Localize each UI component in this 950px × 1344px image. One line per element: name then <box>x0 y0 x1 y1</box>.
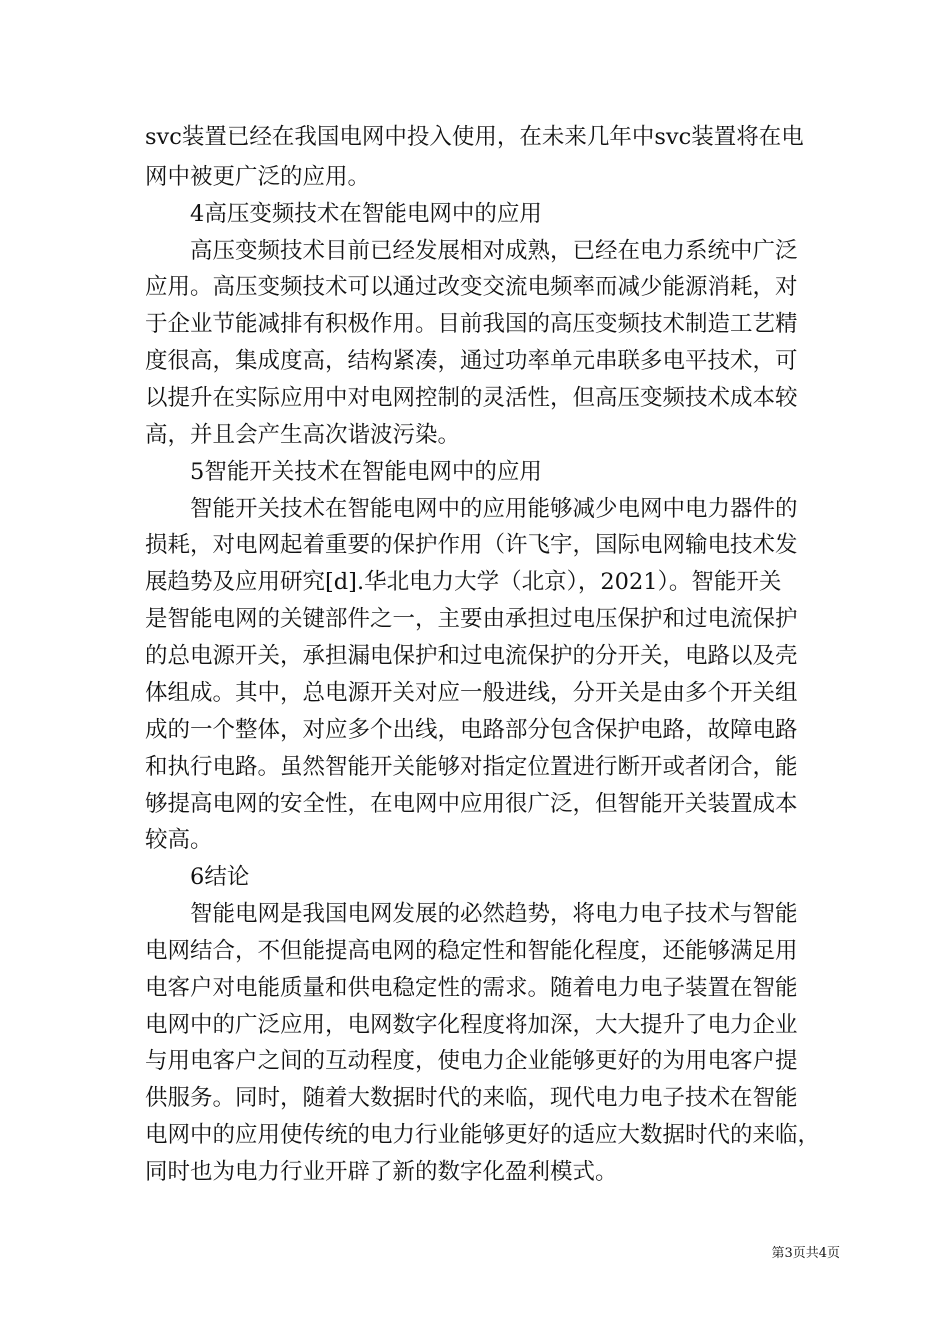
text-line: 高压变频技术目前已经发展相对成熟，已经在电力系统中广泛 <box>145 238 798 264</box>
text-line: 损耗，对电网起着重要的保护作用（许飞宇，国际电网输电技术发 <box>145 532 798 558</box>
text-line: 智能开关技术在智能电网中的应用能够减少电网中电力器件的 <box>145 496 798 522</box>
text-line: svc装置已经在我国电网中投入使用，在未来几年中svc装置将在电 <box>145 124 804 150</box>
text-line: 成的一个整体，对应多个出线，电路部分包含保护电路，故障电路 <box>145 717 798 743</box>
text-line: 电网中的应用使传统的电力行业能够更好的适应大数据时代的来临， <box>145 1122 821 1148</box>
text-line: 以提升在实际应用中对电网控制的灵活性，但高压变频技术成本较 <box>145 385 798 411</box>
text-line: 是智能电网的关键部件之一，主要由承担过电压保护和过电流保护 <box>145 606 798 632</box>
text-line: 于企业节能减排有积极作用。目前我国的高压变频技术制造工艺精 <box>145 311 798 337</box>
text-line: 应用。高压变频技术可以通过改变交流电频率而减少能源消耗，对 <box>145 274 798 300</box>
text-line: 同时也为电力行业开辟了新的数字化盈利模式。 <box>145 1159 618 1185</box>
text-line: 智能电网是我国电网发展的必然趋势，将电力电子技术与智能 <box>145 901 798 927</box>
text-line: 度很高，集成度高，结构紧凑，通过功率单元串联多电平技术，可 <box>145 348 798 374</box>
page-number-footer: 第3页共4页 <box>771 1246 840 1261</box>
text-line: 6结论 <box>145 864 250 890</box>
text-line: 够提高电网的安全性，在电网中应用很广泛，但智能开关装置成本 <box>145 791 798 817</box>
text-line: 的总电源开关，承担漏电保护和过电流保护的分开关，电路以及壳 <box>145 643 798 669</box>
text-line: 电网中的广泛应用，电网数字化程度将加深，大大提升了电力企业 <box>145 1012 798 1038</box>
text-line: 展趋势及应用研究[d].华北电力大学（北京），2021）。智能开关 <box>145 569 782 595</box>
text-line: 较高。 <box>145 827 213 853</box>
text-line: 和执行电路。虽然智能开关能够对指定位置进行断开或者闭合，能 <box>145 754 798 780</box>
text-line: 体组成。其中，总电源开关对应一般进线，分开关是由多个开关组 <box>145 680 798 706</box>
text-line: 网中被更广泛的应用。 <box>145 164 371 190</box>
text-line: 4高压变频技术在智能电网中的应用 <box>145 201 542 227</box>
text-line: 5智能开关技术在智能电网中的应用 <box>145 459 542 485</box>
text-line: 高，并且会产生高次谐波污染。 <box>145 422 461 448</box>
text-line: 与用电客户之间的互动程度，使电力企业能够更好的为用电客户提 <box>145 1048 798 1074</box>
text-line: 电网结合，不但能提高电网的稳定性和智能化程度，还能够满足用 <box>145 938 798 964</box>
text-line: 电客户对电能质量和供电稳定性的需求。随着电力电子装置在智能 <box>145 975 798 1001</box>
text-line: 供服务。同时，随着大数据时代的来临，现代电力电子技术在智能 <box>145 1085 798 1111</box>
